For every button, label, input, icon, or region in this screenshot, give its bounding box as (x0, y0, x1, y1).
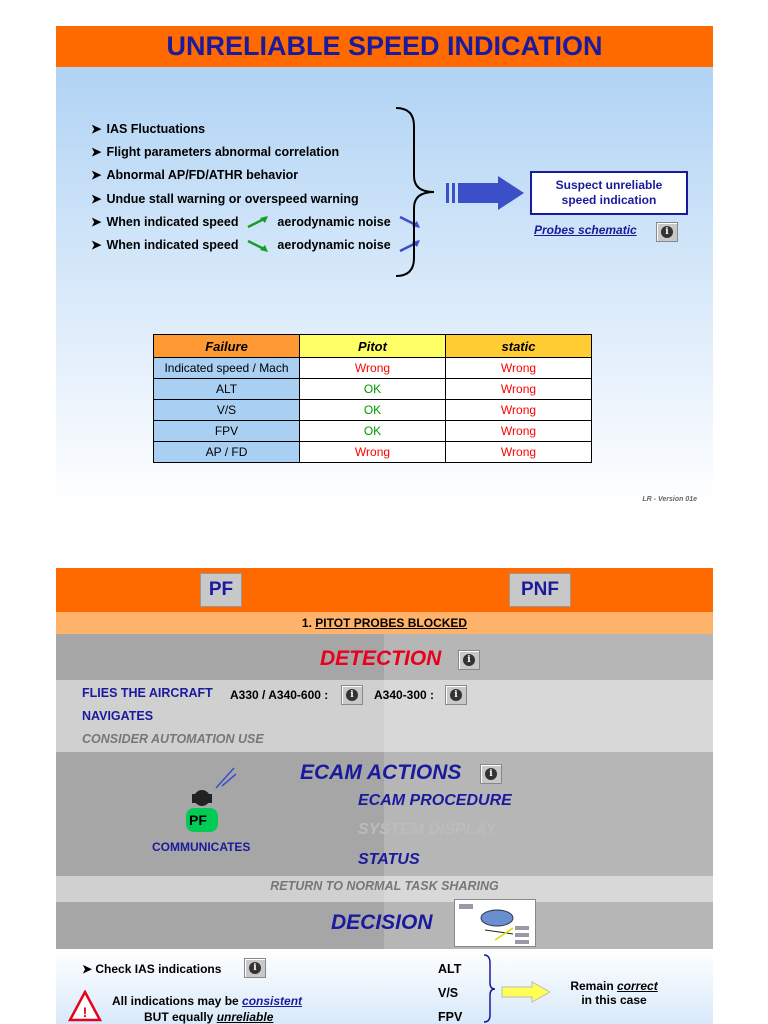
ecam-actions-title: ECAM ACTIONS (300, 761, 462, 784)
list-item: ➤ Abnormal AP/FD/ATHR behavior (91, 168, 299, 183)
pf-role-badge: PF (200, 573, 242, 607)
ecam-procedure-text: ECAM PROCEDURE (358, 792, 512, 809)
system-display-text: SYSTEM DISPLAY (358, 821, 497, 838)
pf-figure-label: PF (189, 812, 207, 828)
ecam-info-button[interactable] (480, 764, 502, 784)
flies-aircraft-text: FLIES THE AIRCRAFT (82, 686, 213, 700)
yellow-arrow-icon (500, 981, 552, 1003)
decision-diagram-thumbnail[interactable] (454, 899, 536, 947)
failure-table (153, 334, 592, 463)
consider-automation-text: CONSIDER AUTOMATION USE (82, 732, 264, 746)
table-header-pitot: Pitot (300, 335, 446, 358)
decision-content (56, 949, 713, 1024)
bullet-arrow-icon: ➤ (91, 191, 102, 206)
a330-label: A330 / A340-600 : (230, 688, 329, 702)
small-brace-icon (482, 953, 496, 1024)
trend-down-icon (246, 239, 270, 253)
info-icon: i (249, 962, 261, 974)
symptom-list (91, 118, 426, 257)
probes-info-button[interactable] (656, 222, 678, 242)
communicates-text: COMMUNICATES (152, 840, 251, 854)
table-header-static: static (446, 335, 592, 358)
info-icon: i (485, 768, 497, 780)
slide-header (56, 568, 713, 612)
pnf-role-badge: PNF (509, 573, 571, 607)
table-row: Indicated speed / Mach Wrong Wrong (154, 358, 592, 379)
a330-info-button[interactable] (341, 685, 363, 705)
info-icon: i (346, 689, 358, 701)
warning-triangle-icon (68, 990, 102, 1022)
list-item: ➤ Flight parameters abnormal correlation (91, 145, 340, 160)
slide-subtitle: 1. PITOT PROBES BLOCKED (56, 612, 713, 634)
bullet-arrow-icon: ➤ (91, 214, 102, 229)
slide-pitot-probes-blocked (56, 568, 713, 1024)
info-icon: i (450, 689, 462, 701)
info-icon: i (661, 226, 673, 238)
info-icon: i (463, 654, 475, 666)
bullet-arrow-icon: ➤ (91, 145, 102, 160)
bullet-arrow-icon: ➤ (91, 168, 102, 183)
a340-label: A340-300 : (374, 688, 435, 702)
version-label: LR - Version 01e (642, 496, 697, 503)
table-row: AP / FD Wrong Wrong (154, 442, 592, 463)
param-fpv: FPV (438, 1010, 463, 1024)
table-row: FPV OK Wrong (154, 421, 592, 442)
remain-correct-text: Remain correct in this case (570, 979, 658, 1007)
a340-info-button[interactable] (445, 685, 467, 705)
status-text: STATUS (358, 851, 420, 868)
decision-title: DECISION (331, 911, 433, 934)
bullet-arrow-icon: ➤ (82, 962, 96, 976)
list-item: ➤ When indicated speed aerodynamic noise (91, 234, 426, 257)
param-alt: ALT (438, 962, 462, 976)
check-ias-text: ➤ Check IAS indications (82, 962, 222, 976)
probes-schematic-link[interactable]: Probes schematic (534, 223, 637, 237)
bullet-arrow-icon: ➤ (91, 237, 102, 252)
list-item: ➤ When indicated speed aerodynamic noise (91, 211, 426, 234)
all-indications-text: All indications may be consistent (112, 994, 303, 1008)
return-normal-text: RETURN TO NORMAL TASK SHARING (270, 879, 499, 893)
check-ias-info-button[interactable] (244, 958, 266, 978)
table-header-failure: Failure (154, 335, 300, 358)
curly-brace-icon (394, 106, 440, 278)
table-row: ALT OK Wrong (154, 379, 592, 400)
slide-title: UNRELIABLE SPEED INDICATION (56, 26, 713, 67)
trend-up-icon (246, 215, 270, 229)
but-unreliable-text: BUT equally unreliable (144, 1010, 274, 1024)
suspect-box: Suspect unreliable speed indication (530, 171, 688, 215)
table-row: V/S OK Wrong (154, 400, 592, 421)
bullet-arrow-icon: ➤ (91, 122, 102, 136)
svg-text:!: ! (82, 1004, 88, 1020)
detection-info-button[interactable] (458, 650, 480, 670)
list-item: ➤ IAS Fluctuations (91, 122, 206, 136)
param-vs: V/S (438, 986, 459, 1000)
list-item: ➤ Undue stall warning or overspeed warning (91, 191, 359, 206)
detection-title: DETECTION (320, 647, 442, 670)
navigates-text: NAVIGATES (82, 709, 154, 723)
slide-unreliable-speed (56, 26, 713, 506)
big-arrow-right-icon (446, 176, 526, 210)
flowchart-icon (455, 900, 535, 946)
